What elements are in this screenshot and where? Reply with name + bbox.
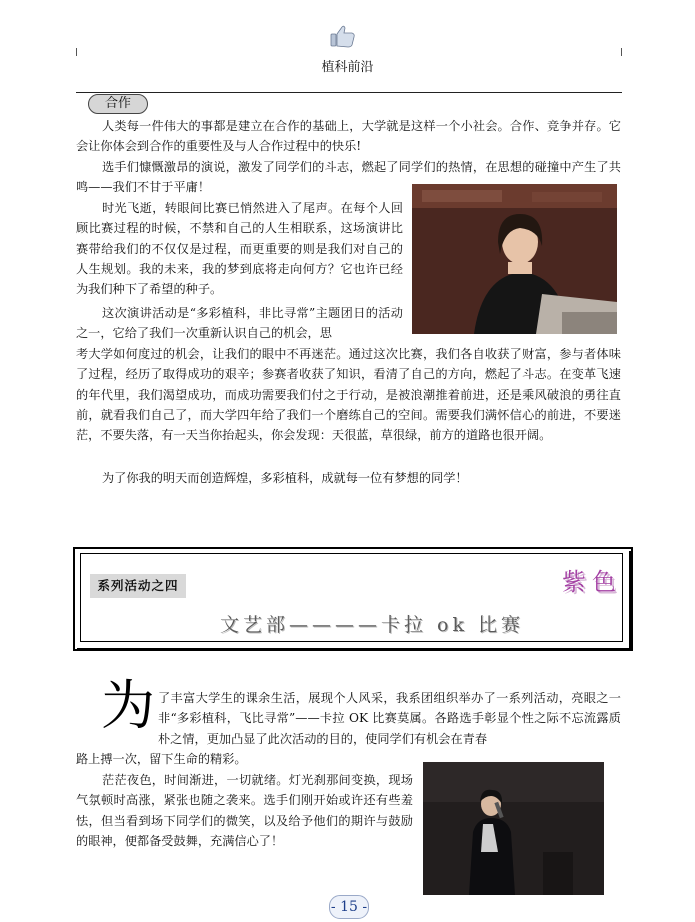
paragraph-4-start: 这次演讲活动是“多彩植科，非比寻常”主题团日的活动之一，它给了我们一次重新认识自己的机会，思: [76, 306, 403, 341]
paragraph-4-cont: 考大学如何度过的机会，让我们的眼中不再迷茫。通过这次比赛，我们各自收获了财富，参与者体味了过程，经历了取得成功的艰辛；参赛者收获了知识，看清了自己的方向，燃起了斗志。在变革飞速的年代里，我们渴望成功，而成功需要我们付之于行动，是被浪潮推着前进，还是乘风破浪的勇往直前，就看我们自己了，而大学四年给了我们一个磨练自己的空间。需要我们满怀信心的前进，不要迷茫，不要失落，有一天当你抬起头，你会发现：天很蓝，草很绿，前方的道路也很开阔。: [76, 347, 621, 443]
paragraph-2: 选手们慷慨激昂的演说，激发了同学们的斗志，燃起了同学们的热情，在思想的碰撞中产生了共鸣——我们不甘于平庸！: [76, 160, 621, 195]
paragraph-1: 人类每一件伟大的事都是建立在合作的基础上，大学就是这样一个小社会。合作、竞争并存。它会让你体会到合作的重要性及与人合作过程中的快乐!: [76, 119, 621, 154]
speaker-photo: [412, 184, 617, 334]
section2-paragraph-1-end: 路上搏一次，留下生命的精彩。: [76, 752, 247, 766]
section-tag-cooperation: 合作: [88, 94, 148, 114]
section2-paragraph-1: 了丰富大学生的课余生活，展现个人风采，我系团组织举办了一系列活动，亮眼之一非“多彩植科，飞比寻常”——卡拉 OK 比赛莫属。各路选手彰显个性之际不忘流露质朴之情，更加凸显了此次活动的目的，使同学们有机会在青春: [158, 691, 621, 746]
paragraph-3: 时光飞逝，转眼间比赛已悄然进入了尾声。在每个人回顾比赛过程的时候，不禁和自己的人生相联系，这场演讲比赛带给我们的不仅仅是过程，而更重要的则是我们对自己的人生规划。我的未来，我的梦到底将走向何方？它也许已经为我们种下了希望的种子。: [76, 201, 403, 297]
banner-subtitle: 文艺部————卡拉 ok 比赛: [220, 614, 525, 636]
page-number: - 15 -: [329, 895, 369, 919]
header-tick-left: [76, 48, 77, 56]
paragraph-5: 为了你我的明天而创造辉煌，多彩植科，成就每一位有梦想的同学！: [102, 471, 468, 485]
drop-cap: 为: [101, 674, 155, 737]
header-divider: [76, 92, 622, 93]
section2-paragraph-2: 茫茫夜色，时间渐进，一切就绪。灯光刹那间变换，现场气氛顿时高涨，紧张也随之袭来。选手们刚开始或许还有些羞怯，但当看到场下同学们的微笑，以及给予他们的期许与鼓励的眼神，便都备受鼓舞，充满信心了！: [76, 773, 413, 848]
series-label: 系列活动之四: [90, 574, 186, 598]
banner-color-word: 紫色: [562, 568, 622, 596]
singer-photo: [423, 762, 604, 895]
page-header-title: 植科前沿: [321, 60, 374, 75]
header-tick-right: [621, 48, 622, 56]
thumbs-up-icon: [330, 24, 356, 48]
